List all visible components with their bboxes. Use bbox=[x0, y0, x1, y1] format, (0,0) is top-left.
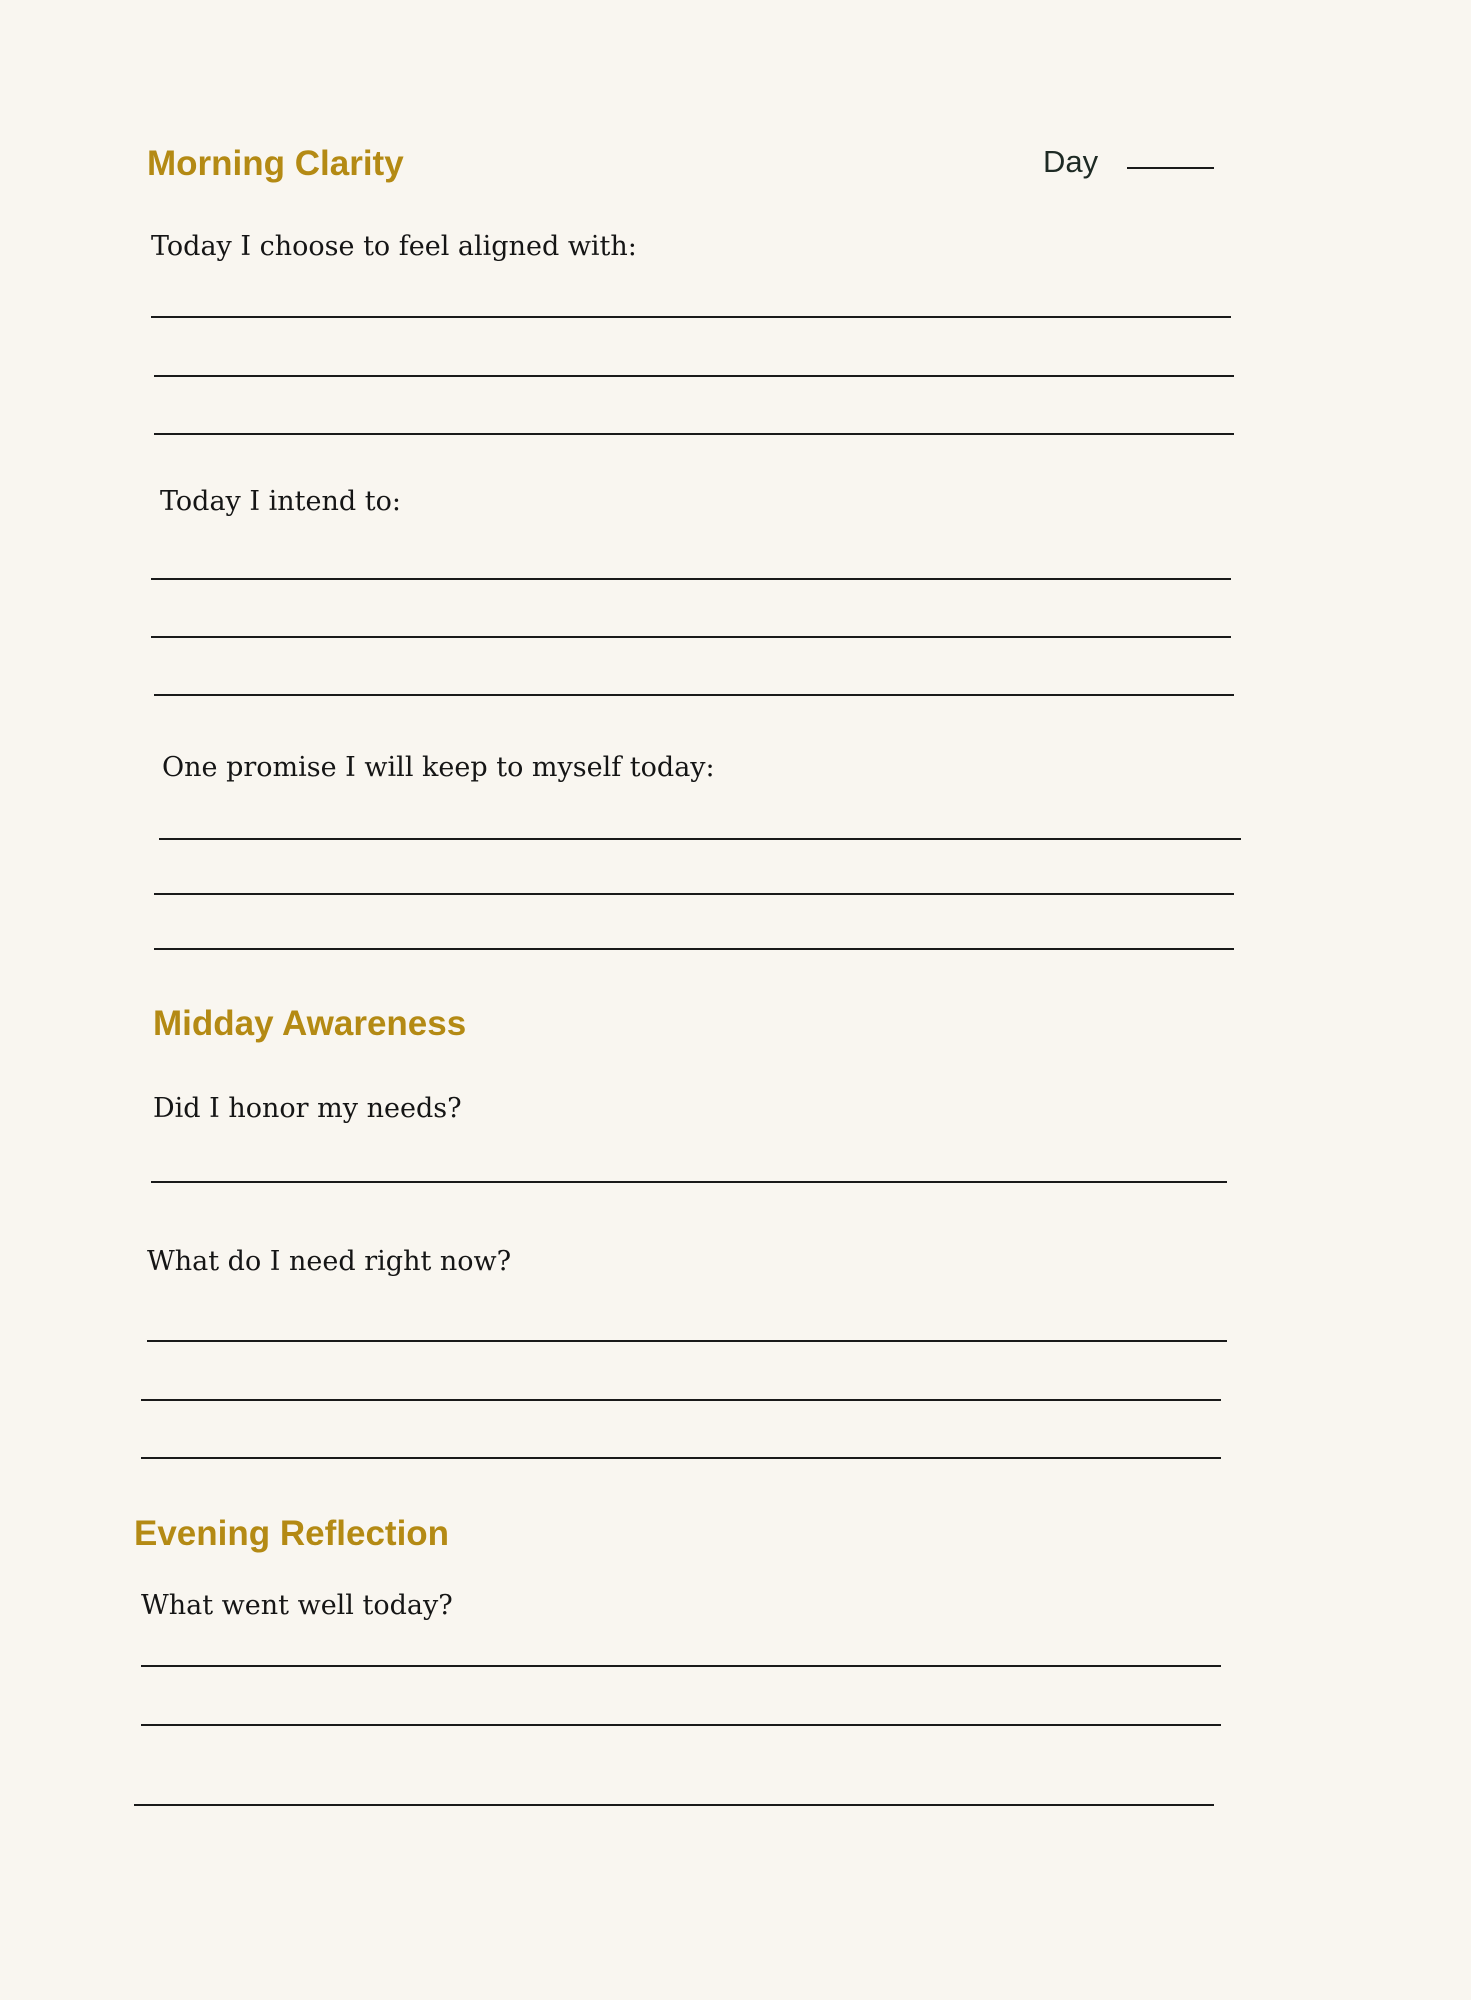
intend-to-prompt: Today I intend to: bbox=[160, 486, 401, 517]
need-right-now-prompt: What do I need right now? bbox=[147, 1246, 512, 1277]
day-label: Day bbox=[1043, 144, 1099, 179]
aligned-with-write-line-2[interactable] bbox=[154, 375, 1234, 377]
aligned-with-write-line-1[interactable] bbox=[151, 316, 1231, 318]
day-write-line[interactable] bbox=[1127, 167, 1214, 169]
honor-needs-prompt: Did I honor my needs? bbox=[153, 1093, 462, 1124]
morning-clarity-heading: Morning Clarity bbox=[147, 144, 404, 183]
aligned-with-prompt: Today I choose to feel aligned with: bbox=[151, 231, 637, 262]
went-well-prompt: What went well today? bbox=[141, 1590, 453, 1621]
evening-reflection-heading: Evening Reflection bbox=[134, 1514, 450, 1553]
need-right-now-write-line-1[interactable] bbox=[147, 1340, 1227, 1342]
intend-to-write-line-2[interactable] bbox=[151, 636, 1231, 638]
went-well-write-line-2[interactable] bbox=[141, 1724, 1221, 1726]
went-well-write-line-1[interactable] bbox=[141, 1665, 1221, 1667]
aligned-with-write-line-3[interactable] bbox=[154, 433, 1234, 435]
intend-to-write-line-1[interactable] bbox=[151, 578, 1231, 580]
went-well-write-line-3[interactable] bbox=[134, 1804, 1214, 1806]
need-right-now-write-line-2[interactable] bbox=[141, 1399, 1221, 1401]
honor-needs-write-line[interactable] bbox=[151, 1181, 1227, 1183]
promise-write-line-3[interactable] bbox=[154, 948, 1234, 950]
promise-write-line-1[interactable] bbox=[159, 838, 1241, 840]
intend-to-write-line-3[interactable] bbox=[154, 694, 1234, 696]
midday-awareness-heading: Midday Awareness bbox=[153, 1004, 467, 1043]
need-right-now-write-line-3[interactable] bbox=[141, 1457, 1221, 1459]
promise-write-line-2[interactable] bbox=[154, 893, 1234, 895]
promise-prompt: One promise I will keep to myself today: bbox=[162, 752, 715, 783]
